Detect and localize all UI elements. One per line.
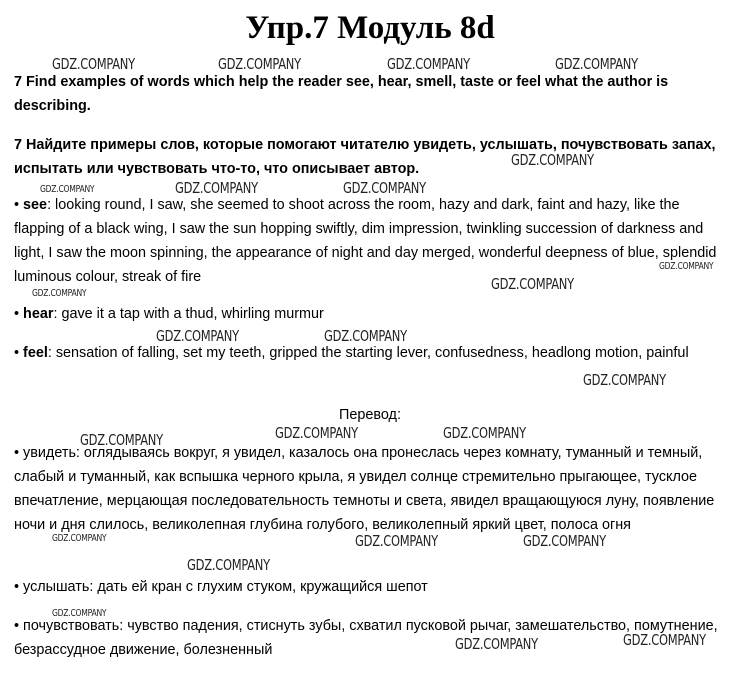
watermark: GDZ.COMPANY (659, 261, 714, 272)
watermark: GDZ.COMPANY (187, 556, 270, 574)
watermark: GDZ.COMPANY (455, 635, 538, 653)
watermark: GDZ.COMPANY (175, 179, 258, 197)
ru-hear-list-item (14, 575, 726, 599)
watermark: GDZ.COMPANY (523, 532, 606, 550)
ru-see-text: увидеть: оглядываясь вокруг, я увидел, казалось она пронеслась через комнату, туманный и темный, слабый и туманный, как вспышка черного крыла, я увидел солнце стремительно прыгающее, тусклое впечатление, мерцающая последовательность темноты и света, явидел вращающуюся луну, появление ночи и дня слилось, великолепная глубина голубого, великолепный яркий цвет, полоса огня (14, 445, 715, 533)
feel-text: : sensation of falling, set my teeth, gripped the starting lever, confusedness, headlong motion, painful (47, 345, 689, 361)
ru-see-list-item (14, 441, 726, 537)
bullet: • (14, 618, 20, 634)
watermark: GDZ.COMPANY (275, 424, 358, 442)
watermark: GDZ.COMPANY (443, 424, 526, 442)
ru-hear-text: услышать: дать ей кран с глухим стуком, кружащийся шепот (23, 579, 428, 595)
watermark: GDZ.COMPANY (623, 631, 706, 649)
see-term: see (23, 197, 48, 213)
watermark: GDZ.COMPANY (491, 275, 574, 293)
hear-list-item (14, 302, 726, 326)
watermark: GDZ.COMPANY (32, 288, 87, 299)
bullet: • (14, 579, 20, 595)
hear-text: : gave it a tap with a thud, whirling murmur (53, 306, 324, 322)
watermark: GDZ.COMPANY (52, 608, 107, 619)
watermark: GDZ.COMPANY (156, 327, 239, 345)
watermark: GDZ.COMPANY (40, 184, 95, 195)
watermark: GDZ.COMPANY (218, 55, 301, 73)
translation-heading: Перевод: (339, 407, 401, 423)
bullet: • (14, 197, 20, 213)
ru-feel-list-item (14, 614, 726, 662)
task-english: 7 Find examples of words which help the reader see, hear, smell, taste or feel what the author is describing. (14, 74, 669, 114)
watermark: GDZ.COMPANY (355, 532, 438, 550)
bullet: • (14, 345, 20, 361)
bullet: • (14, 306, 20, 322)
watermark: GDZ.COMPANY (343, 179, 426, 197)
watermark: GDZ.COMPANY (511, 151, 594, 169)
bullet: • (14, 445, 20, 461)
watermark: GDZ.COMPANY (387, 55, 470, 73)
watermark: GDZ.COMPANY (555, 55, 638, 73)
page-title: Упр.7 Модуль 8d (245, 10, 495, 46)
see-list-item (14, 193, 726, 289)
watermark: GDZ.COMPANY (52, 55, 135, 73)
task-russian: 7 Найдите примеры слов, которые помогают читателю увидеть, услышать, почувствовать запах, испытать или чувствовать что-то, что описывает автор. (14, 137, 716, 177)
watermark: GDZ.COMPANY (324, 327, 407, 345)
watermark: GDZ.COMPANY (583, 371, 666, 389)
feel-term: feel (23, 345, 48, 361)
watermark: GDZ.COMPANY (52, 533, 107, 544)
see-text: : looking round, I saw, she seemed to shoot across the room, hazy and dark, faint and hazy, like the flapping of a black wing, I saw the sun hopping swiftly, dim impression, twinkling succession of darkness and light, I saw the moon spinning, the appearance of night and day merged, wonderful deepness of blue, splendid luminous colour, streak of fire (14, 197, 717, 285)
watermark: GDZ.COMPANY (80, 431, 163, 449)
hear-term: hear (23, 306, 54, 322)
ru-feel-text: почувствовать: чувство падения, стиснуть зубы, схватил пусковой рычаг, замешательство, помутнение, безрассудное движение, болезненный (14, 618, 718, 658)
